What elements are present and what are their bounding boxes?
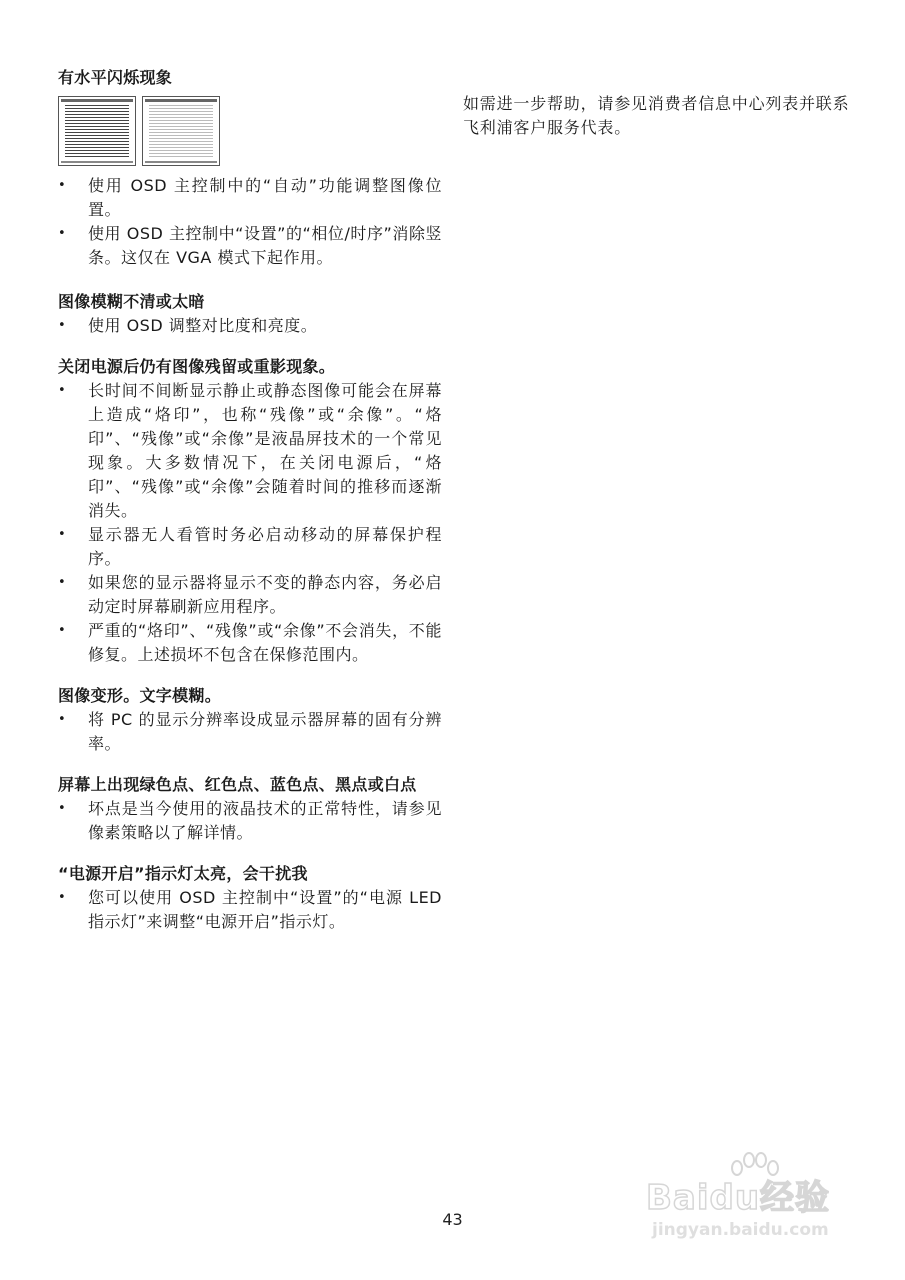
section-distortion — [58, 684, 442, 756]
watermark-url: jingyan.baidu.com — [652, 1220, 829, 1240]
list-item: • 使用 OSD 主控制中“设置”的“相位/时序”消除竖条。这仅在 VGA 模式下起作用。 — [58, 222, 442, 270]
section-heading: 有水平闪烁现象 — [58, 68, 173, 87]
section-heading: 关闭电源后仍有图像残留或重影现象。 — [58, 357, 336, 376]
left-column — [58, 66, 442, 951]
section-image-retention — [58, 355, 442, 667]
section-blurry-dark — [58, 290, 442, 338]
page-number: 43 — [442, 1210, 463, 1229]
bullet-list — [58, 886, 442, 934]
list-item: • 使用 OSD 调整对比度和亮度。 — [58, 314, 442, 338]
help-paragraph: 如需进一步帮助，请参见消费者信息中心列表并联系飞利浦客户服务代表。 — [463, 94, 850, 137]
list-item: • 使用 OSD 主控制中的“自动”功能调整图像位置。 — [58, 174, 442, 222]
section-pixel-defects — [58, 773, 442, 845]
flicker-screen-before-image — [58, 96, 136, 166]
section-heading: 图像变形。文字模糊。 — [58, 686, 222, 705]
list-item: • 显示器无人看管时务必启动移动的屏幕保护程序。 — [58, 523, 442, 571]
bullet-list — [58, 314, 442, 338]
bullet-list — [58, 174, 442, 270]
baidu-watermark — [638, 1150, 868, 1270]
list-item: • 如果您的显示器将显示不变的静态内容，务必启动定时屏幕刷新应用程序。 — [58, 571, 442, 619]
bullet-list — [58, 379, 442, 667]
list-item: • 您可以使用 OSD 主控制中“设置”的“电源 LED 指示灯”来调整“电源开启”指示灯。 — [58, 886, 442, 934]
flicker-illustration — [58, 96, 442, 166]
section-heading: 图像模糊不清或太暗 — [58, 292, 205, 311]
flicker-screen-after-image — [142, 96, 220, 166]
section-heading: 屏幕上出现绿色点、红色点、蓝色点、黑点或白点 — [58, 775, 417, 794]
section-horizontal-flicker — [58, 66, 442, 270]
bullet-list — [58, 708, 442, 756]
list-item: • 严重的“烙印”、“残像”或“余像”不会消失，不能修复。上述损坏不包含在保修范围内。 — [58, 619, 442, 667]
section-power-led — [58, 862, 442, 934]
watermark-logo: Baidu经验 — [646, 1178, 831, 1218]
right-column — [463, 92, 863, 140]
list-item: • 坏点是当今使用的液晶技术的正常特性，请参见像素策略以了解详情。 — [58, 797, 442, 845]
list-item: • 长时间不间断显示静止或静态图像可能会在屏幕上造成“烙印”，也称“残像”或“余像”。“烙印”、“残像”或“余像”是液晶屏技术的一个常见现象。大多数情况下，在关闭电源后，“烙印”、“残像”或“余像”会随着时间的推移而逐渐消失。 — [58, 379, 442, 523]
bullet-list — [58, 797, 442, 845]
list-item: • 将 PC 的显示分辨率设成显示器屏幕的固有分辨率。 — [58, 708, 442, 756]
section-heading: “电源开启”指示灯太亮，会干扰我 — [58, 864, 308, 883]
